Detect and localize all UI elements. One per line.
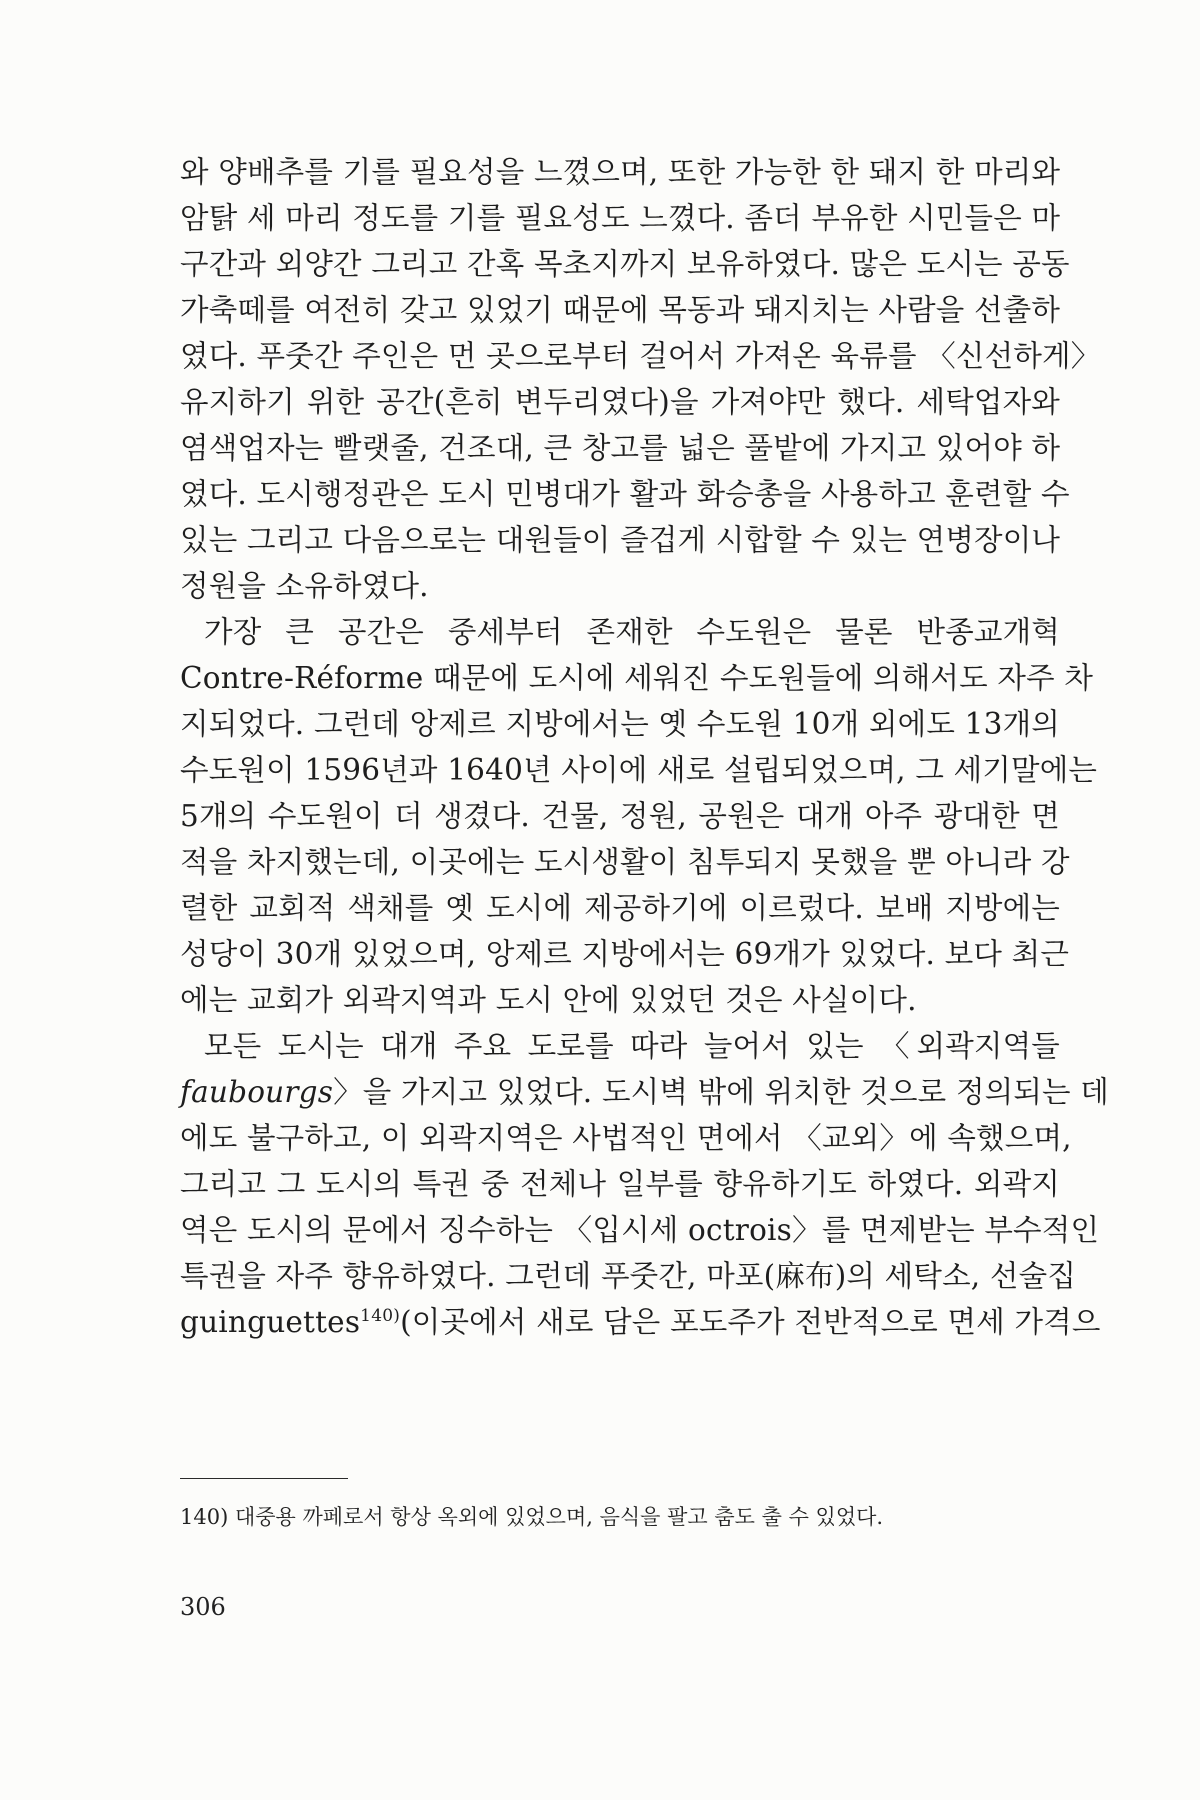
footnote: 140) 대중용 까페로서 항상 옥외에 있었으며, 음식을 팔고 춤도 출 수 있었다. — [180, 1505, 884, 1529]
foreign-term: guinguettes — [180, 1305, 361, 1339]
body-line-rest: (이곳에서 새로 담은 포도주가 전반적으로 면세 가격으 — [400, 1305, 1101, 1339]
body-line: Contre-Réforme 때문에 도시에 세워진 수도원들에 의해서도 자주 차 — [180, 661, 1094, 695]
body-line — [180, 1072, 1110, 1112]
footnote-divider — [180, 1478, 348, 1479]
body-line: 있는 그리고 다음으로는 대원들이 즐겁게 시합할 수 있는 연병장이나 — [180, 523, 1061, 557]
body-line: 에도 불구하고, 이 외곽지역은 사법적인 면에서 〈교외〉에 속했으며, — [180, 1121, 1072, 1155]
body-line — [180, 1302, 1101, 1342]
body-line: 정원을 소유하였다. — [180, 569, 429, 603]
body-line: 구간과 외양간 그리고 간혹 목초지까지 보유하였다. 많은 도시는 공동 — [180, 247, 1070, 281]
body-line: 적을 차지했는데, 이곳에는 도시생활이 침투되지 못했을 뿐 아니라 강 — [180, 845, 1070, 879]
body-line: 5개의 수도원이 더 생겼다. 건물, 정원, 공원은 대개 아주 광대한 면 — [180, 799, 1060, 833]
body-line: 역은 도시의 문에서 징수하는 〈입시세 octrois〉를 면제받는 부수적인 — [180, 1213, 1100, 1247]
body-line-rest: 〉을 가지고 있었다. 도시벽 밖에 위치한 것으로 정의되는 데 — [333, 1075, 1110, 1109]
page-number: 306 — [180, 1593, 226, 1621]
body-line: 였다. 도시행정관은 도시 민병대가 활과 화승총을 사용하고 훈련할 수 — [180, 477, 1070, 511]
body-line: 특권을 자주 향유하였다. 그런데 푸줏간, 마포(麻布)의 세탁소, 선술집 — [180, 1259, 1077, 1293]
body-line: 수도원이 1596년과 1640년 사이에 새로 설립되었으며, 그 세기말에는 — [180, 753, 1098, 787]
body-line: 였다. 푸줏간 주인은 먼 곳으로부터 걸어서 가져온 육류를 〈신선하게〉 — [180, 339, 1101, 373]
body-line: 가축떼를 여전히 갖고 있었기 때문에 목동과 돼지치는 사람을 선출하 — [180, 293, 1061, 327]
italic-term: faubourgs — [180, 1075, 334, 1109]
body-line: 성당이 30개 있었으며, 앙제르 지방에서는 69개가 있었다. 보다 최근 — [180, 937, 1070, 971]
body-line: 지되었다. 그런데 앙제르 지방에서는 옛 수도원 10개 외에도 13개의 — [180, 707, 1060, 741]
body-line: 모든 도시는 대개 주요 도로를 따라 늘어서 있는 〈외곽지역들 — [204, 1029, 1060, 1063]
footnote-reference: 140) — [360, 1306, 401, 1326]
body-line: 암탉 세 마리 정도를 기를 필요성도 느꼈다. 좀더 부유한 시민들은 마 — [180, 201, 1061, 235]
body-line: 그리고 그 도시의 특권 중 전체나 일부를 향유하기도 하였다. 외곽지 — [180, 1167, 1060, 1201]
body-line: 와 양배추를 기를 필요성을 느꼈으며, 또한 가능한 한 돼지 한 마리와 — [180, 155, 1061, 189]
body-line: 에는 교회가 외곽지역과 도시 안에 있었던 것은 사실이다. — [180, 983, 917, 1017]
body-line: 렬한 교회적 색채를 옛 도시에 제공하기에 이르렀다. 보배 지방에는 — [180, 891, 1060, 925]
body-line: 가장 큰 공간은 중세부터 존재한 수도원은 물론 반종교개혁 — [204, 615, 1060, 649]
body-line: 유지하기 위한 공간(흔히 변두리였다)을 가져야만 했다. 세탁업자와 — [180, 385, 1060, 419]
body-line: 염색업자는 빨랫줄, 건조대, 큰 창고를 넓은 풀밭에 가지고 있어야 하 — [180, 431, 1061, 465]
